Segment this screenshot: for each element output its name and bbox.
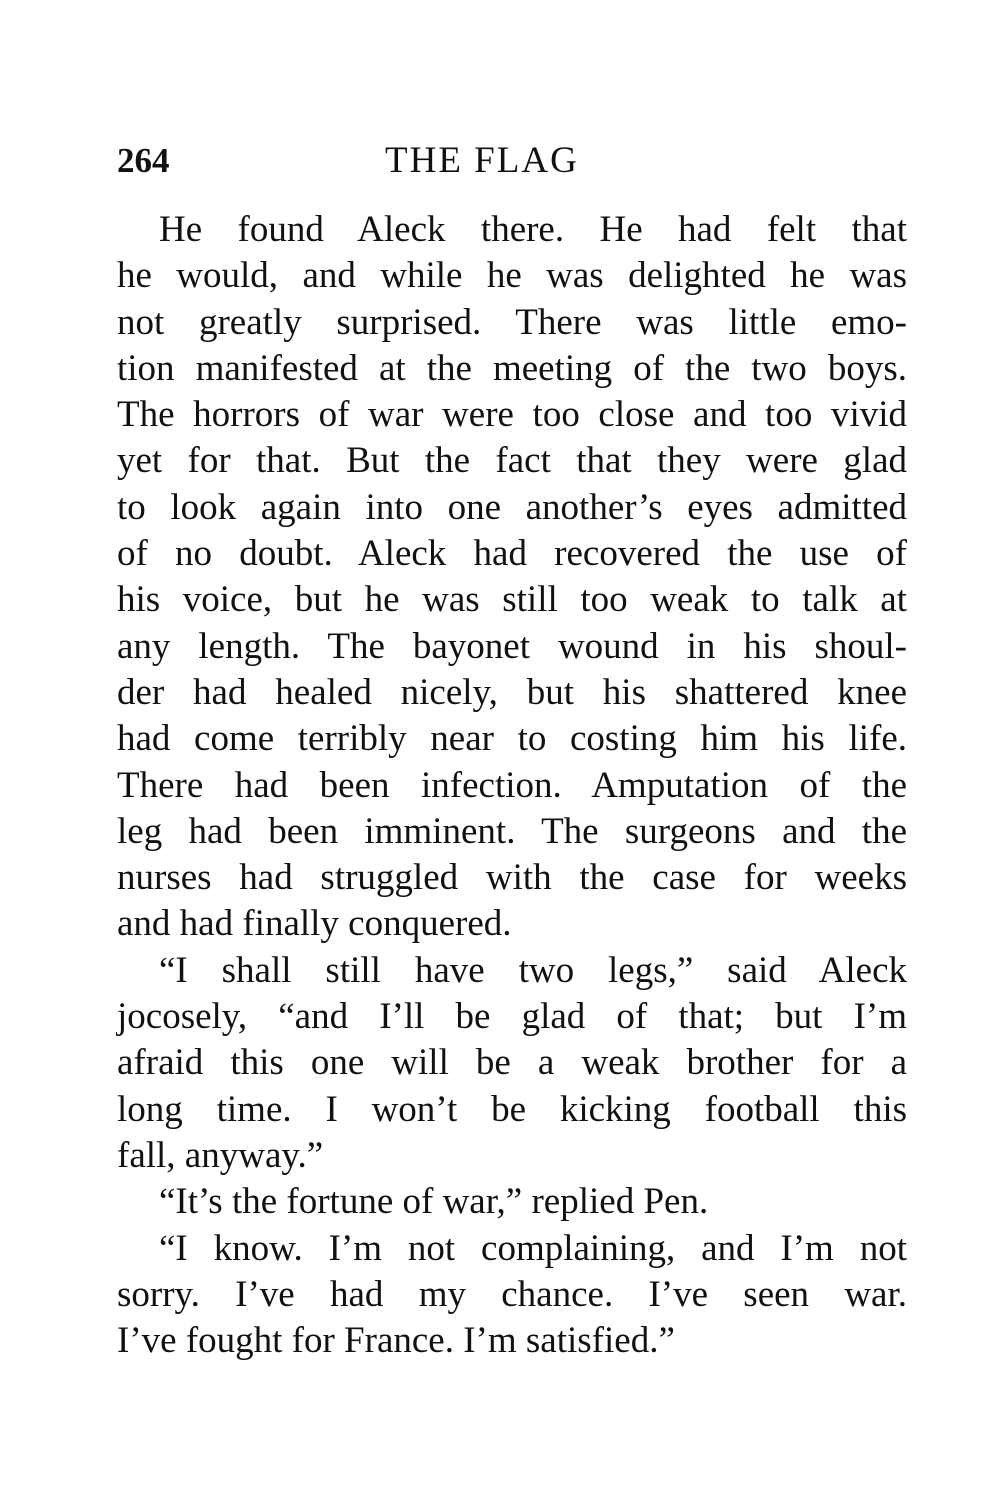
text-line: “I shall still have two legs,” said Aleck bbox=[159, 949, 907, 991]
text-line: he would, and while he was delighted he was bbox=[117, 255, 907, 297]
body-text bbox=[117, 207, 907, 1364]
text-line: leg had been imminent. The surgeons and the bbox=[117, 810, 907, 852]
text-line: and had finally conquered. bbox=[117, 903, 512, 945]
text-line: jocosely, “and I’ll be glad of that; but I’m bbox=[117, 996, 907, 1038]
text-line: I’ve fought for France. I’m satisfied.” bbox=[117, 1320, 675, 1362]
text-line: of no doubt. Aleck had recovered the use of bbox=[117, 533, 907, 575]
text-line: afraid this one will be a weak brother for a bbox=[117, 1042, 907, 1084]
text-line: nurses had struggled with the case for weeks bbox=[117, 857, 907, 899]
text-line: to look again into one another’s eyes admitted bbox=[117, 486, 907, 528]
text-line: der had healed nicely, but his shattered knee bbox=[117, 671, 907, 713]
text-line: sorry. I’ve had my chance. I’ve seen war. bbox=[117, 1273, 907, 1315]
page-number: 264 bbox=[117, 141, 170, 180]
text-line: had come terribly near to costing him his life. bbox=[117, 718, 907, 760]
text-line: long time. I won’t be kicking football this bbox=[117, 1088, 907, 1130]
text-line: The horrors of war were too close and too vivid bbox=[117, 394, 907, 436]
text-line: fall, anyway.” bbox=[117, 1134, 324, 1176]
text-line: yet for that. But the fact that they were glad bbox=[117, 440, 907, 482]
text-line: “I know. I’m not complaining, and I’m not bbox=[159, 1227, 907, 1269]
text-line: “It’s the fortune of war,” replied Pen. bbox=[159, 1181, 709, 1223]
text-line: There had been infection. Amputation of the bbox=[117, 764, 907, 806]
text-line: tion manifested at the meeting of the two boys. bbox=[117, 347, 907, 389]
running-title: THE FLAG bbox=[385, 140, 579, 181]
text-line: his voice, but he was still too weak to talk at bbox=[117, 579, 907, 621]
text-line: He found Aleck there. He had felt that bbox=[159, 209, 907, 250]
text-line: any length. The bayonet wound in his shoul- bbox=[117, 625, 907, 667]
running-head bbox=[117, 136, 907, 186]
text-line: not greatly surprised. There was little emo- bbox=[117, 301, 907, 343]
